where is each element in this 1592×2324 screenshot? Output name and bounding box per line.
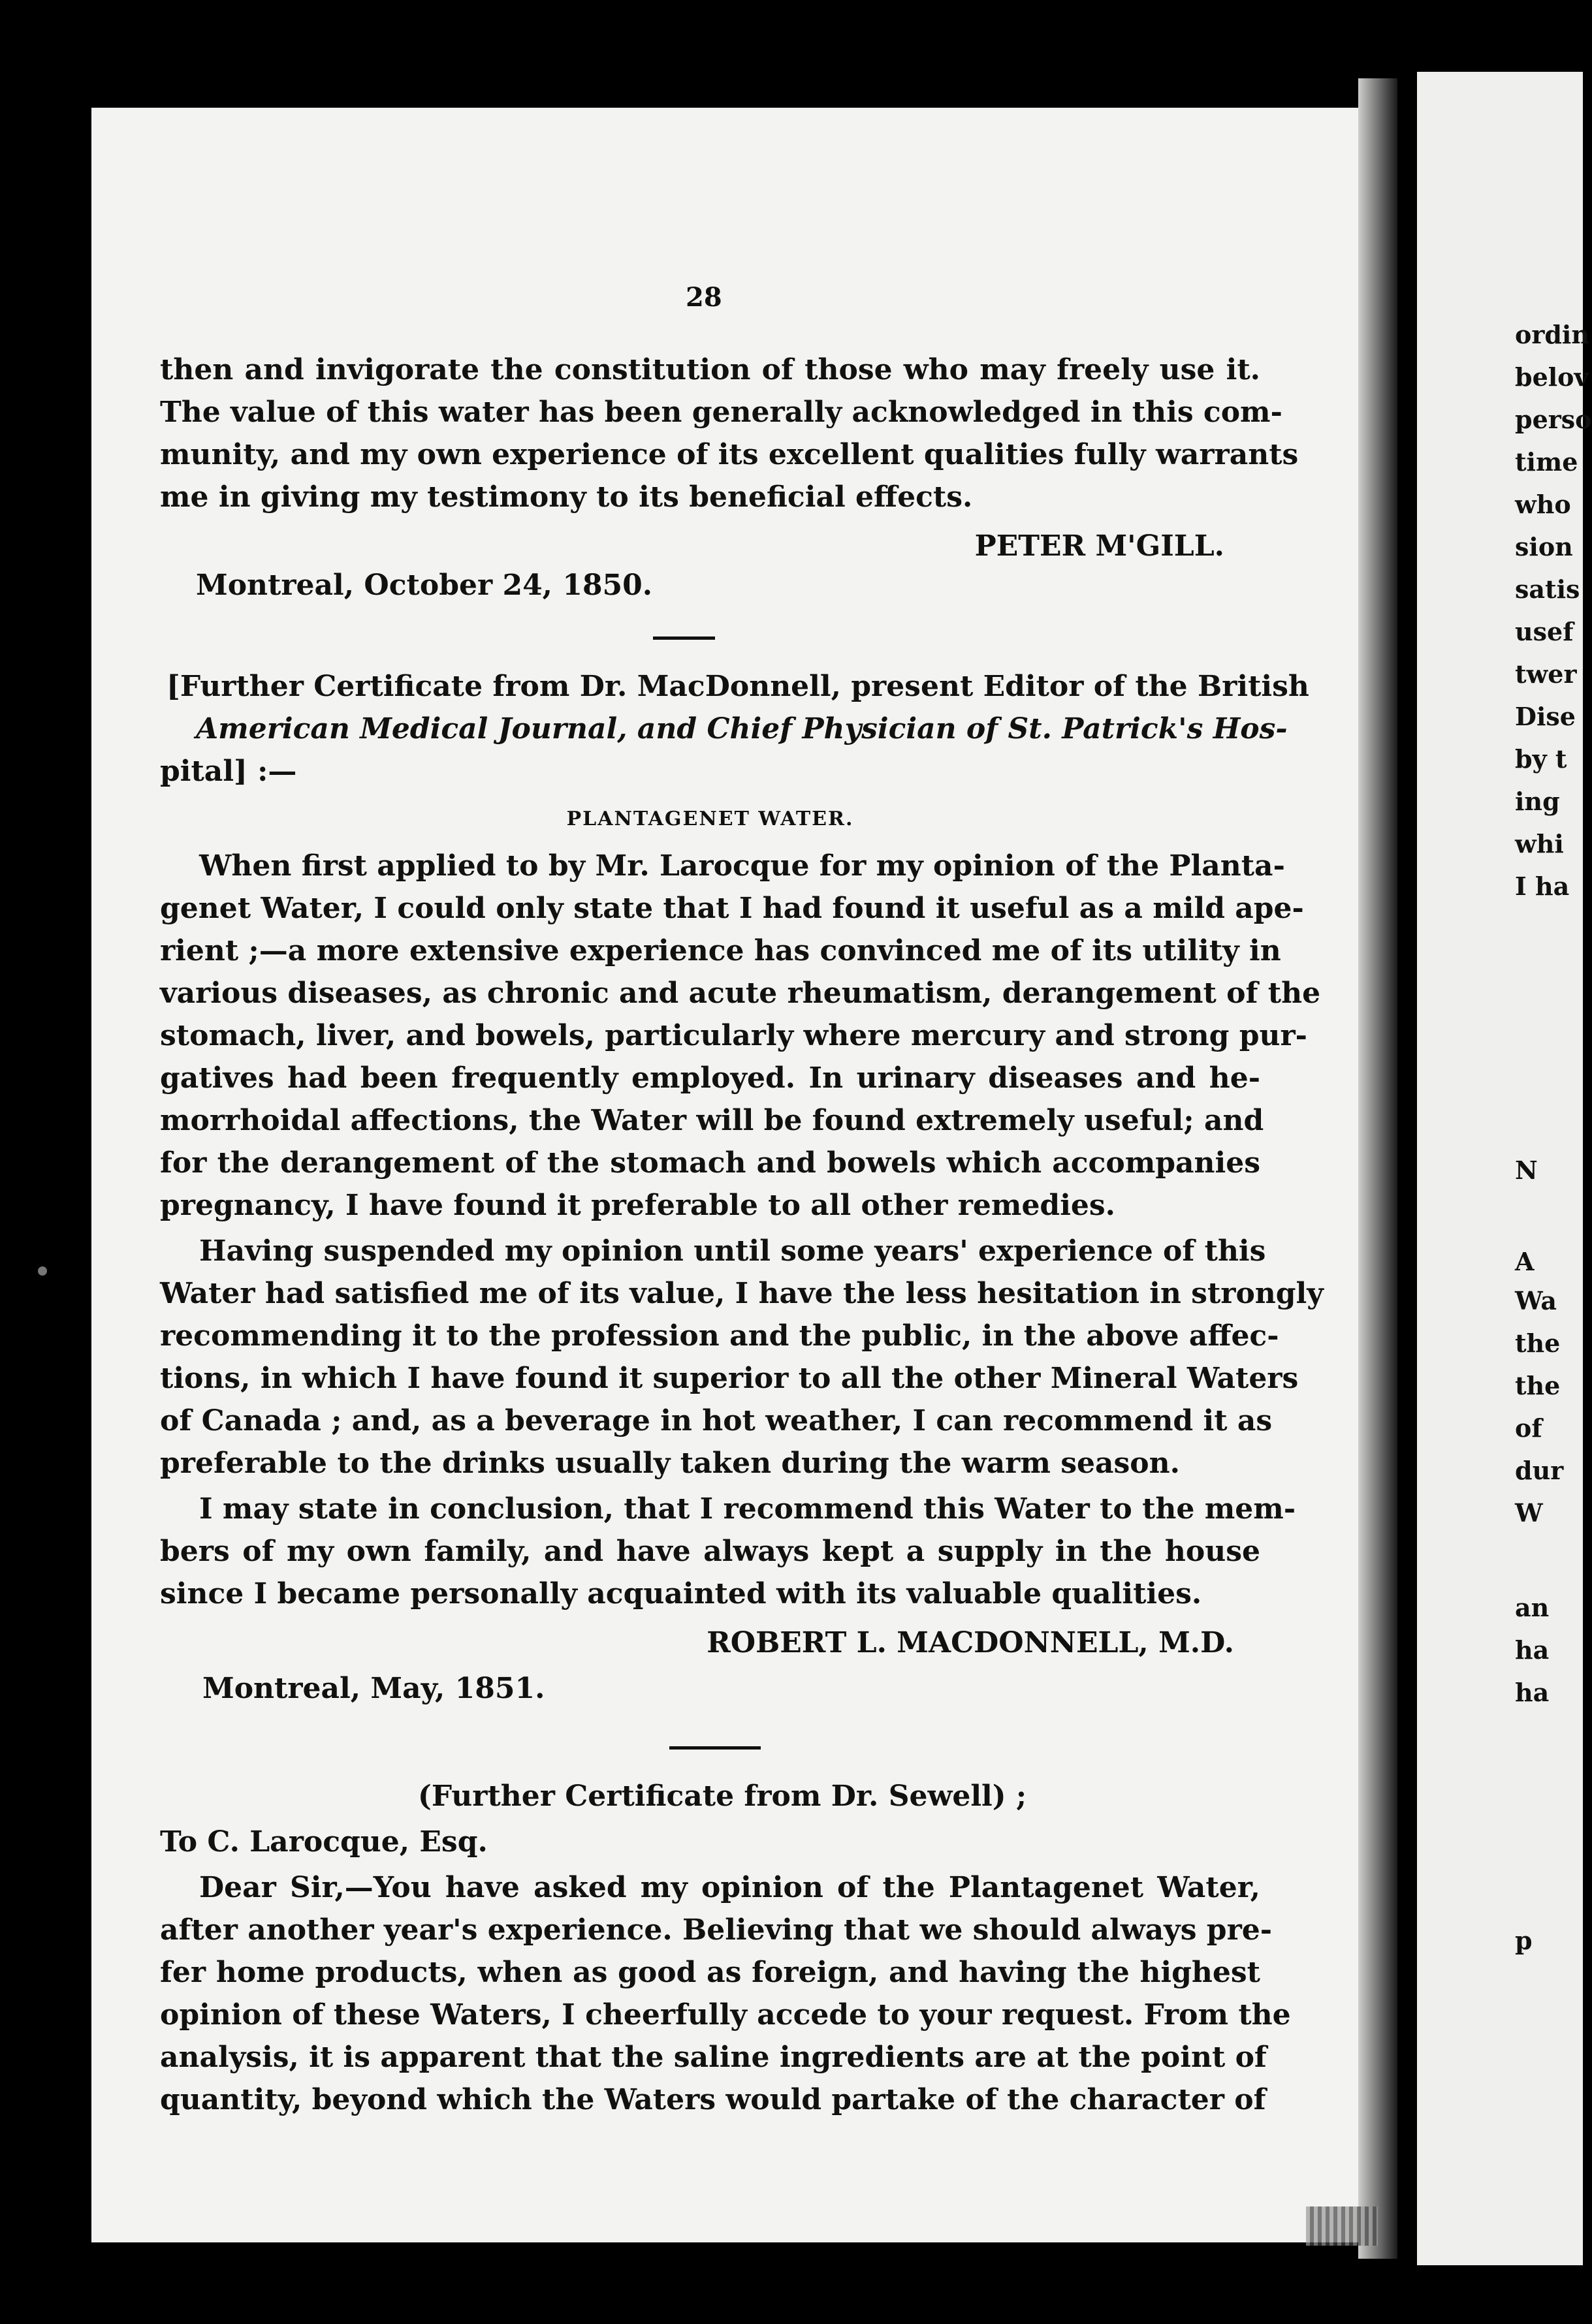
text-line: (Further Certificate from Dr. Sewell) ; [418,1780,1027,1813]
facing-page-fragment: of [1515,1413,1542,1443]
text-line: then and invigorate the constitution of those who may freely use it. [160,353,1260,386]
text-line: stomach, liver, and bowels, particularly where mercury and strong pur- [160,1019,1307,1052]
facing-page-fragment: by t [1515,744,1567,774]
text-line: me in giving my testimony to its beneficial effects. [160,480,973,514]
facing-page-fragment: p [1515,1926,1533,1955]
margin-spot [38,1266,47,1276]
text-line: American Medical Journal, and Chief Physician of St. Patrick's Hos- [196,712,1288,746]
text-line: analysis, it is apparent that the saline ingredients are at the point of [160,2041,1267,2074]
text-line: since I became personally acquainted with its valuable qualities. [160,1577,1202,1610]
facing-page-fragment: whi [1515,829,1564,858]
text-line: munity, and my own experience of its excellent qualities fully warrants [160,438,1299,471]
text-line: for the derangement of the stomach and bowels which accompanies [160,1146,1260,1180]
facing-page-fragment: ordin [1515,320,1589,349]
facing-page-fragment: who [1515,490,1571,519]
date-line: Montreal, October 24, 1850. [196,569,653,602]
text-line: after another year's experience. Believing that we should always pre- [160,1913,1273,1947]
text-line: recommending it to the profession and the public, in the above affec- [160,1319,1279,1353]
text-line: When first applied to by Mr. Larocque for my opinion of the Planta- [199,849,1285,883]
text-line: morrhoidal affections, the Water will be found extremely useful; and [160,1104,1264,1137]
facing-page-fragment: time [1515,447,1578,477]
separator-rule [653,636,715,640]
facing-page-fragment: Wa [1515,1286,1557,1315]
facing-page-fragment: ha [1515,1635,1550,1665]
facing-page-fragment: satis [1515,574,1580,604]
spine-edge [1306,2206,1378,2246]
facing-page-fragment: W [1515,1498,1543,1528]
facing-page-fragment: A [1515,1247,1535,1276]
text-line: [Further Certificate from Dr. MacDonnell, present Editor of the British [167,670,1309,703]
text-line: Dear Sir,—You have asked my opinion of the Plantagenet Water, [199,1871,1260,1904]
text-line: opinion of these Waters, I cheerfully accede to your request. From the [160,1998,1291,2032]
signature: PETER M'GILL. [974,529,1224,563]
facing-page-fragment: twer [1515,659,1577,689]
date-line: Montreal, May, 1851. [202,1672,545,1705]
text-line: bers of my own family, and have always kept a supply in the house [160,1535,1260,1568]
facing-page-fragment: usef [1515,617,1574,646]
facing-page [1417,72,1592,2265]
facing-page-fragment: sion [1515,532,1573,561]
text-line: fer home products, when as good as foreign, and having the highest [160,1956,1260,1989]
facing-page-fragment: the [1515,1371,1561,1400]
text-line: The value of this water has been generally acknowledged in this com- [160,396,1282,429]
text-line: Having suspended my opinion until some years' experience of this [199,1234,1266,1268]
facing-page-fragment: the [1515,1328,1561,1358]
text-line: pregnancy, I have found it preferable to all other remedies. [160,1189,1115,1222]
text-line: Water had satisfied me of its value, I have the less hesitation in strongly [160,1277,1324,1310]
text-line: tions, in which I have found it superior to all the other Mineral Waters [160,1362,1299,1395]
facing-page-fragment: an [1515,1593,1550,1622]
page-gutter [1358,78,1397,2259]
section-heading: PLANTAGENET WATER. [566,808,854,830]
facing-page-fragment: N [1515,1155,1538,1185]
text-line: rient ;—a more extensive experience has convinced me of its utility in [160,934,1281,967]
text-line: gatives had been frequently employed. In urinary diseases and he- [160,1061,1260,1095]
text-line: pital] :— [160,755,297,788]
facing-page-fragment: ha [1515,1678,1550,1707]
facing-page-fragment: I ha [1515,872,1570,901]
signature: ROBERT L. MACDONNELL, M.D. [707,1626,1234,1659]
text-line: various diseases, as chronic and acute rheumatism, derangement of the [160,977,1321,1010]
text-line: genet Water, I could only state that I had found it useful as a mild ape- [160,892,1304,925]
separator-rule [669,1746,761,1750]
facing-page-fragment: ing [1515,787,1560,816]
text-line: I may state in conclusion, that I recommend this Water to the mem- [199,1492,1296,1526]
text-line: of Canada ; and, as a beverage in hot weather, I can recommend it as [160,1404,1273,1437]
facing-page-fragment: Dise [1515,702,1576,731]
text-line: preferable to the drinks usually taken during the warm season. [160,1447,1180,1480]
facing-page-fragment: dur [1515,1456,1564,1485]
facing-page-fragment: perso [1515,405,1592,434]
facing-page-fragment: belov [1515,362,1589,392]
text-line: quantity, beyond which the Waters would partake of the character of [160,2083,1266,2116]
page-number: 28 [686,282,722,313]
salutation: To C. Larocque, Esq. [160,1825,488,1859]
